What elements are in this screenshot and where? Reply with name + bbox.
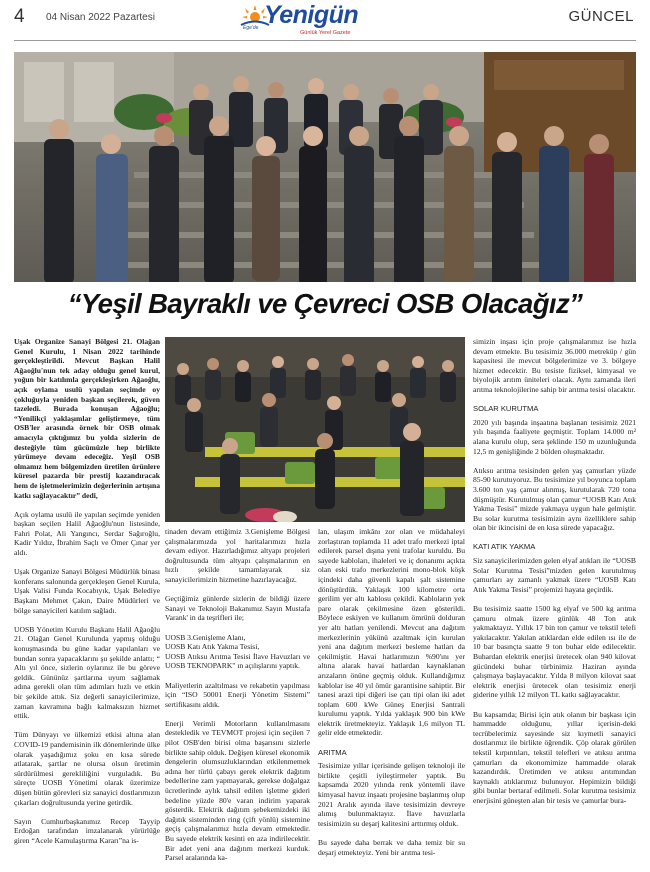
article-column-3 [318,527,465,867]
paragraph: Tesisimize yıllar içerisinde gelişen teknoloji ile birlikte çeşitli iyileştirmeler yaptık. Bu kapsamda 2020 yılında renk yöntemli ilave kimyasal havuz inşaatı projesine başlanmış olup 2021 Aralık ayında ilave tesisimizin devreye alımış bulunmaktayız. İlave havuzlarla tesisimizin su deşarj kalitesini arttırmış olduk. [318,761,465,828]
paragraph: Enerji Verimli Motorların kullanılmasını destekledik ve TEVMOT projesi için seçilen 7 pilot OSB'den birisi olma başarısını sizlerle birlikte sahip olduk. Değişen küresel ekonomik dengelerin olumsuzluklarından etkilenmemek adına her türlü çabayı gerek elektrik dağıtım bedellerine zam yapmayarak, gerekse doğalgaz ücretlerinde aylık tahsil edilen işletme gideri bedeline yüzde 80'e varan indirim yaparak gösterdik. Elektrik dağıtım şebekemizdeki iki dağıtık sisteminden ring (çift yönlü) sistemine geçiş çalışmalarımız hızla devam etmektedir. Bu sayede elektrik kesinti en aza indirilecektir. Bir adet yeni ana dağıtım merkezi kurduk. Parsel aralarında ka- [165,718,310,863]
conference-photo [165,337,465,522]
section-heading: SOLAR KURUTMA [473,404,539,414]
section-heading: ARITMA [318,747,347,757]
article-column-1 [14,337,160,855]
paragraph: Açık oylama usulü ile yapılan seçimde yeniden başkan seçilen Halil Ağaoğlu'nun listesinde, Fahri Polat, Ali Yangıncı, Serdar Sağıroğlu, Kadir Yıldız, İbrahim Saçlı ve Ömer Çınar yer aldı. [14,509,160,558]
group-photo [14,52,636,282]
logo-wordmark: Yenigün [264,1,359,29]
paragraph: tinaden devam ettiğimiz 3.Genişleme Bölgesi çalışmalarımızda yol haritalarımızı hızla devam ediyor. Hazırladığımız altyapı projeleri doğrultusunda tüm altyapı çalışmalarının en hızlı şekilde tamamlayarak siz sanayicilerimizin hizmetine hazırlayacağız. [165,527,310,584]
paragraph: simizin inşası için proje çalışmalarımız ise hızla devam etmekte. Bu tesisimiz 36.000 metreküp / gün kapasitesi ile mevcut bölgelerimize ve 3. bölgeye hizmet edecektir. Bu tesiste fiziksel, kimyasal ve biyolojik arıtım üniteleri olacak. Aynı zamanda ileri arıtma teknolojilerine sahip bir arıtma tesisi olacaktır. [473,337,636,394]
paragraph: Bu kapsamda; Birisi için atık olanın bir başkası için hammadde olduğunu, yıllar içerisin-deki tecrübelerimiz sayesinde siz kıymetli sanayici dostlarımız ile birlikte öğrendik. Çöp olarak görülen tekstil kırpıntıları, tekstil telefleri ve atıksu arıtma çamurları da ekonomimize hammadde olarak kazandırdık. Üretimden ve atıksu arıtımından kaynaklı atıklarımız bulunuyor. Hepimizin bildiği gibi bunlar bertaraf edilmeli. Solar kurutma tesisimiz enerjisini güneşten alan bir tesis ve çamurlar bura- [473,709,636,805]
paragraph: lan, ulaşım imkânı zor olan ve müdahaleyi zorlaştıran toplamda 11 adet trafo merkezi iptal edilerek parsel dışına yeni trafolar kuruldu. Bu sayede kabloları, ihaleleri ve iç donanımı açıkta olan eski trafo merkezlerini mono-blok köşk içindeki daha güvenli kapalı şalt sistemine dönüştürdük. Yaklaşık 100 kilometre orta gerilim yer altı kablosu çekildi. Kabloların yek pare olarak çekilmesine özen gösterildi. Böylece eskiyen ve kullanım ömrünü dolduran yer altı hatları yenilendi. Mevcut ana dağıtım merkezlerinin yükünü azaltmak için kurulan yeni ana dağıtım merkezi besleme hatları da çekilmiştir. Havai hatlarımızın %90'ını yer altına alarak havai hatlardan kaynaklanan arızaların önüne geçmiş olduk. Kullandığımız kablolar ise 40 yıl ömür garantisine sahiptir. Bir tanesi arazi tipi diğeri ise çatı tipi olan iki adet toplam 600 kWe Güneş Enerjisi Santrali kurulumu yaptık. Yılda yaklaşık 900 bin kWe elektrik üretmekteyiz. Yaklaşık 1,6 milyon TL gelir elde etmektedir. [318,527,465,738]
paragraph: Bu tesisimiz saatte 1500 kg elyaf ve 500 kg arıtma çamuru olmak üzere günlük 48 Ton atık yakmaktayız. Yıllık 17 bin ton çamur ve tekstil telefi yakılacaktır. Yakılan atıklardan elde edilen ısı ile de 10 bar basınçta saatte 9 ton buhar elde edilecektir. Buhardan elektrik enerjisi üretecek olan 940 kilovat gücündeki buhar türbinimiz Haziran ayında çalışmaya başlayacaktır. Yılda 8 milyon kilovat saat elektrik enerjisi üretecek olan tesisimiz enerji giderine yıllık 12 milyon TL katkı sağlayacaktır. [473,604,636,700]
lead-paragraph: Uşak Organize Sanayi Bölgesi 21. Olağan Genel Kurulu, 1 Nisan 2022 tarihinde gerçekleştirildi. Mevcut Başkan Halil Ağaoğlu'nun tek aday olduğu genel kurul, yoğun bir katılımla gerçekleşirken Ağaoğlu, açık oylama usulü yapılan seçimde oy çokluğuyla yeniden başkan seçilerek, güven tazeledi. Burada konuşan Ağaoğlu; “Yenilikçi yaklaşımlar geliştirmeye, tüm OSB'ler arasında örnek bir OSB olmak amacıyla çıktığımız bu yolda sizlerin de desteğiyle tüm gücümüzle hep birlikte yürümeye devam edeceğiz. Yeşil OSB olmamız hem bölgemizden üretilen ürünlere küresel pazarda bir prestij kazandıracak hem de işletmelerimizin değerlerinin artışına katkı sağlayacaktır” dedi, [14,337,160,500]
paragraph: 2020 yılı başında inşaatına başlanan tesisimiz 2021 yılı başında faaliyete geçmiştir. Toplam 14.000 m² alana kurulu olup, sera şeklinde 150 m uzunluğunda 12,5 m genişliğinde 2 bölden oluşmaktadır. [473,417,636,456]
page-header [0,0,650,44]
article-column-4 [473,337,636,815]
logo-tagline: Günlük Yerel Gazete [300,30,351,36]
paragraph: Sayın Cumhurbaşkanımız Recep Tayyip Erdoğan tarafından imzalanarak yürürlüğe giren “Acele Kamulaştırma Kararı”na is- [14,816,160,845]
paragraph: Bu sayede daha berrak ve daha temiz bir su deşarj etmekteyiz. Yeni bir arıtma tesi- [318,838,465,857]
newspaper-logo [238,3,408,41]
article-column-2 [165,527,310,872]
section-heading: KATI ATIK YAKMA [473,542,536,552]
list-item: UOSB Katı Atık Yakma Tesisi, [165,642,260,652]
page-number: 4 [14,6,25,27]
list-item: UOSB Atıksu Arıtma Tesisi İlave Havuzları ve UOSB TEKNOPARK" ın açılışlarını yaptık. [165,651,310,671]
paragraph: Siz sanayicilerimizden gelen elyaf atıkları ile “UOSB Solar Kurutma Tesisi”mizden gelen kurutulmuş çamurları ay zamanlı yakmak üzere “UOSB Katı Atık Yakma Tesisi” projemizi hayata geçirdik. [473,556,636,594]
paragraph: Geçtiğimiz günlerde sizlerin de bildiği üzere Sanayi ve Teknoloji Bakanımız Sayın Mustafa Varank' in da teşrifleri ile; [165,594,310,623]
header-divider [14,40,636,41]
paragraph: Maliyetlerin azaltılması ve rekabetin yapılması için “ISO 50001 Enerji Yönetim Sistemi” sertifikasını aldık. [165,680,310,709]
logo-prefix: Ege'de [243,25,259,31]
article-headline: “Yeşil Bayraklı ve Çevreci OSB Olacağız” [67,288,583,319]
issue-date: 04 Nisan 2022 Pazartesi [46,12,155,23]
list-item: UOSB 3.Genişleme Alanı, [165,632,246,642]
paragraph: Atıksu arıtma tesisinden gelen yaş çamurları yüzde 85-90 kurutuyoruz. Bu tesisimize yıl boyunca toplam 3.600 ton yaş çamur alınmış, kurutularak 720 tona düşmüştür. Kurutulmuş olan çamur “UOSB Katı Atık Yakma Tesisi” mizde yakmaya uygun hale gelmiştir. Bu solar kurutma tesisimizin aynı özelliklere sahip olan bir ikincisini de en kısa sürede yapacağız. [473,465,636,533]
paragraph: Uşak Organize Sanayi Bölgesi Müdürlük binası konferans salonunda gerçekleşen Genel Kurula, Uşak Valisi Funda Kocabıyık, Uşak Belediye Başkanı Mehmet Çakın, Daire Müdürleri ve bölge sanayicileri katılım sağladı. [14,567,160,615]
paragraph: UOSB Yönetim Kurulu Başkanı Halil Ağaoğlu 21. Olağan Genel Kurulunda yapmış olduğu konuşmasında bu güne kadar yapılanları ve bundan sonra yapacaklarını şu şekilde anlattı; “ Altı yıl önce, sizlerin oylarınız ile bu göreve geldik. Gününüz şartlarına uyum sağlamak adına gerekli olan tüm adımları hızlı ve etkin bir şekilde attık. Siz değerli sanayicilerimize, zaman kavramına bağlı kalmaksızın hizmet ettik. [14,624,160,721]
paragraph: Tüm Dünyayı ve ülkemizi etkisi altına alan COVID-19 pandemisinin ilk dönemlerinde ülke olarak yaşadığımız şoku en kısa sürede atlatarak, şartlar ne olursa olsun üretimin sürdürülmesi gerekliliğini vurguladık. Bu süreçte UOSB Yönetimi olarak üzerimize düşen bütün görevleri siz sanayici dostlarımızın çıkarları doğrultusunda yerine getirdik. [14,730,160,807]
section-label: GÜNCEL [568,8,634,25]
